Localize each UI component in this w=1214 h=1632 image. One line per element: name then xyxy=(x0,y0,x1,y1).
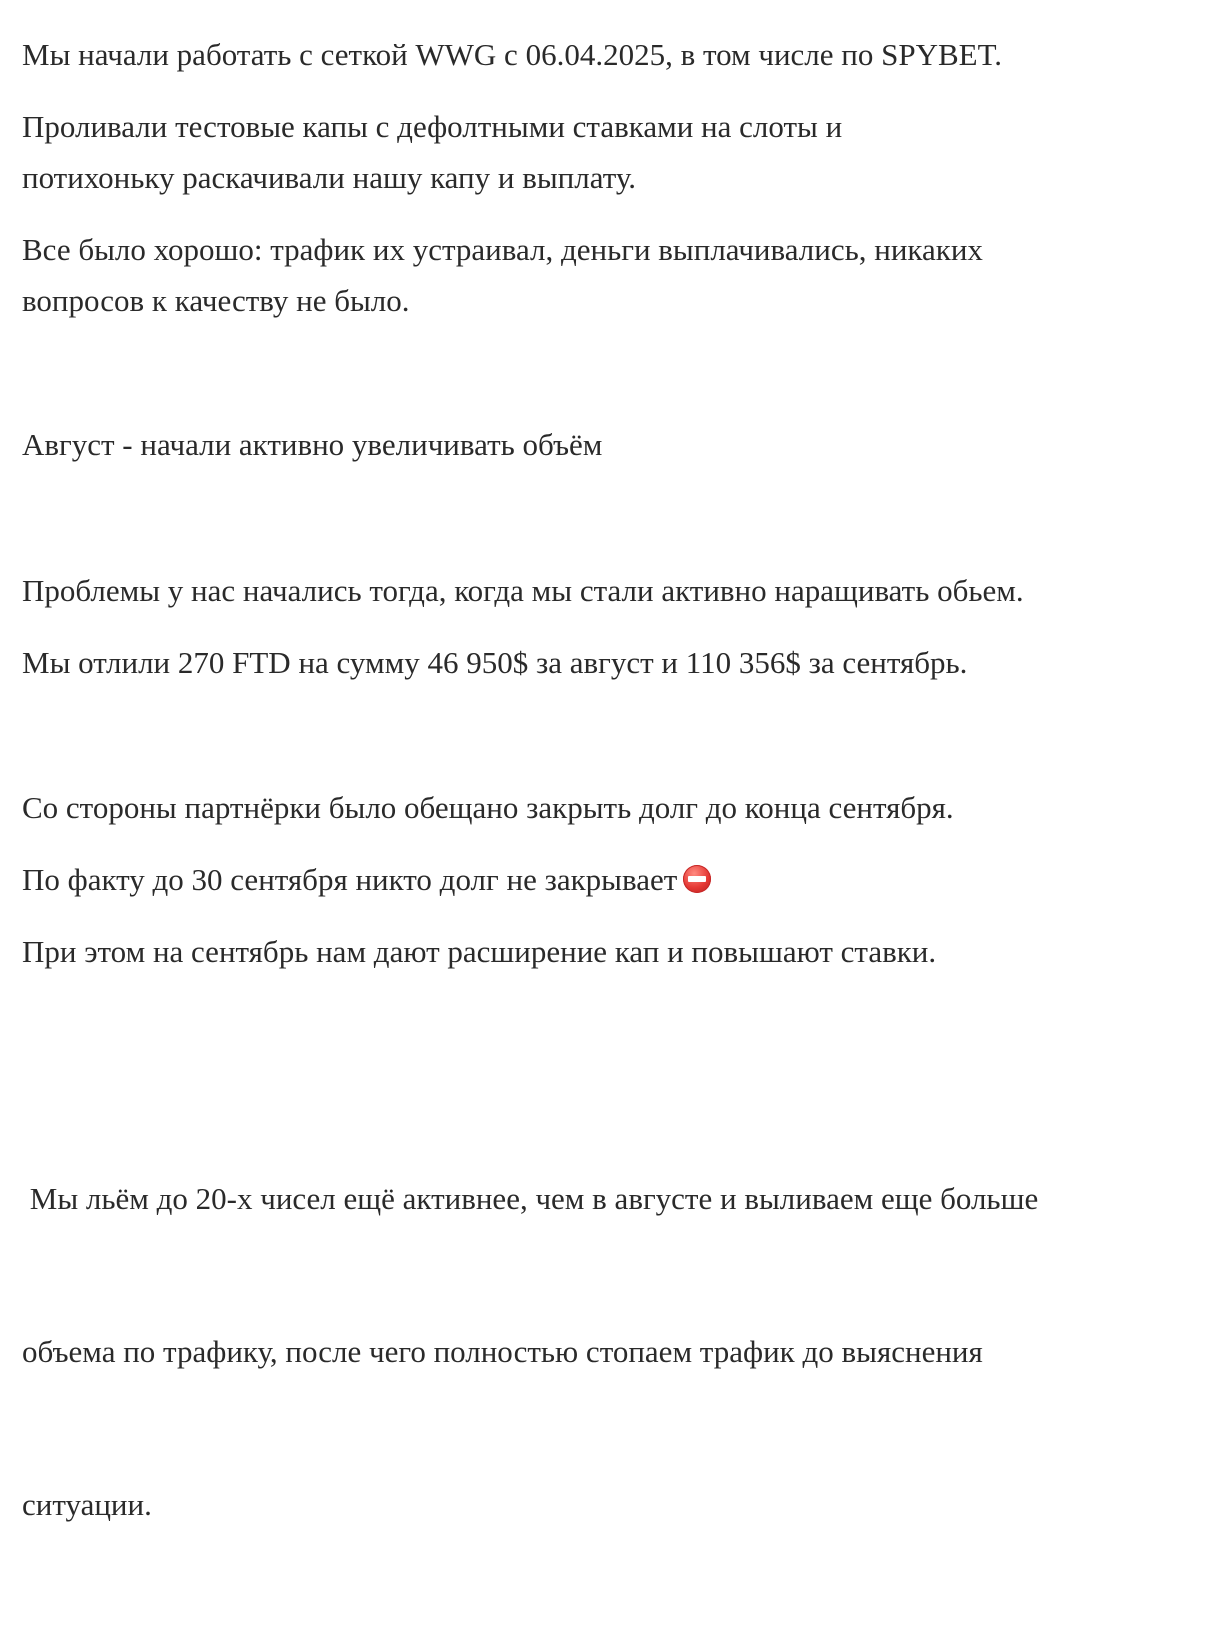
text-line: Мы начали работать с сеткой WWG с 06.04.2025, в том числе по SPYBET. xyxy=(22,37,1002,72)
text-line: ситуации. xyxy=(22,1487,152,1522)
text-line: Август - начали активно увеличивать объём xyxy=(22,427,603,462)
paragraph-promise xyxy=(22,782,954,833)
text-line: Мы отлили 270 FTD на сумму 46 950$ за август и 110 356$ за сентябрь. xyxy=(22,645,968,680)
text-line: объема по трафику, после чего полностью стопаем трафик до выяснения xyxy=(22,1334,983,1369)
paragraph-all-good xyxy=(22,224,983,326)
paragraph-debt-not-closed xyxy=(22,854,711,905)
paragraph-traffic-stop xyxy=(22,1071,1038,1632)
paragraph-caps-expansion xyxy=(22,926,936,977)
paragraph-problems xyxy=(22,565,1024,616)
no-entry-icon xyxy=(683,865,711,893)
text-line-content: По факту до 30 сентября никто долг не закрывает xyxy=(22,862,678,897)
paragraph-start-date xyxy=(22,29,1002,80)
paragraph-august xyxy=(22,419,602,470)
text-line: Проливали тестовые капы с дефолтными ставками на слоты и xyxy=(22,109,843,144)
text-line: Все было хорошо: трафик их устраивал, деньги выплачивались, никаких xyxy=(22,232,983,267)
text-line: потихоньку раскачивали нашу капу и выплату. xyxy=(22,160,636,195)
paragraph-ftd-amounts xyxy=(22,637,967,688)
text-line: Проблемы у нас начались тогда, когда мы стали активно наращивать обьем. xyxy=(22,573,1024,608)
paragraph-test-caps xyxy=(22,101,842,203)
text-line: При этом на сентябрь нам дают расширение кап и повышают ставки. xyxy=(22,934,937,969)
text-line: Мы льём до 20-х чисел ещё активнее, чем в августе и выливаем еще больше xyxy=(22,1181,1039,1216)
text-line xyxy=(22,854,711,905)
text-line: Со стороны партнёрки было обещано закрыть долг до конца сентября. xyxy=(22,790,954,825)
text-line: вопросов к качеству не было. xyxy=(22,283,410,318)
